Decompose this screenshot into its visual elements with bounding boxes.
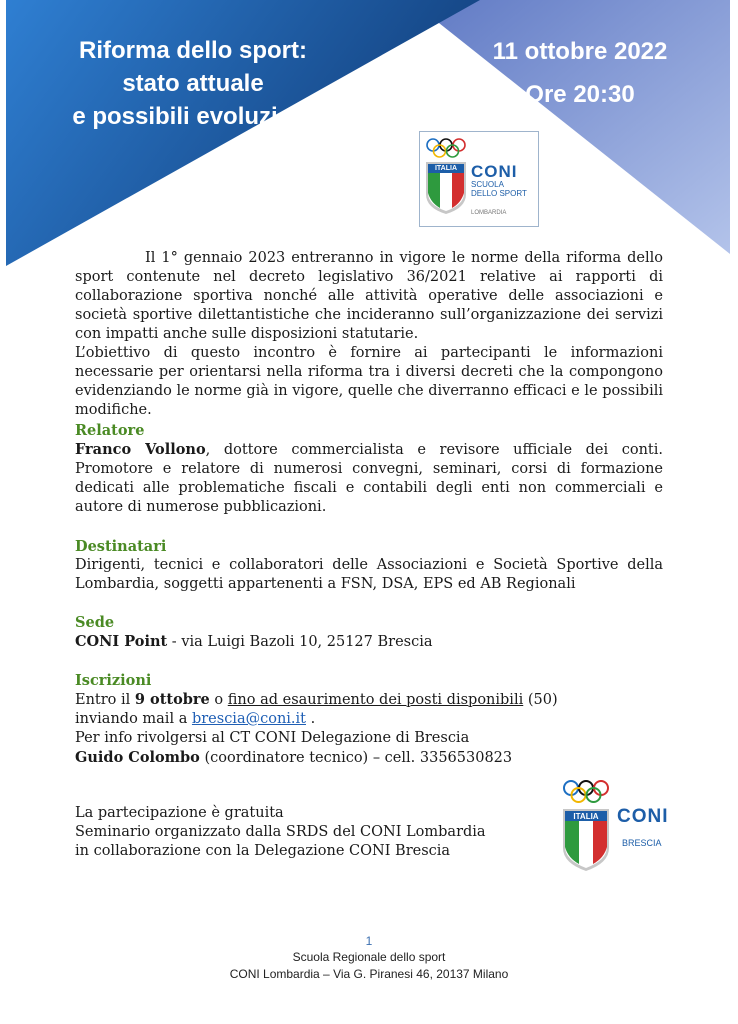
- logo-badge-text: ITALIA: [434, 165, 458, 172]
- title-line-1: Riforma dello sport:: [78, 37, 307, 64]
- sede-place: CONI Point: [75, 633, 168, 650]
- sede-section: [75, 613, 663, 652]
- relatore-text: [75, 440, 663, 517]
- iscrizioni-text: .: [306, 711, 316, 727]
- iscrizioni-line-1: [75, 690, 663, 710]
- coni-brescia-logo: [558, 778, 688, 873]
- contact-details: (coordinatore tecnico) – cell. 3356530823: [199, 750, 513, 766]
- contact-name: Guido Colombo: [75, 749, 200, 766]
- title-line-2: stato attuale: [122, 70, 264, 97]
- sede-text: [75, 632, 663, 652]
- logo-region: LOMBARDIA: [471, 210, 507, 216]
- closing-line-3: in collaborazione con la Delegazione CONI Brescia: [75, 843, 451, 859]
- event-title: [38, 34, 348, 133]
- coni-scuola-logo: [419, 131, 539, 227]
- email-link[interactable]: brescia@coni.it: [191, 711, 306, 727]
- iscrizioni-section: [75, 671, 663, 768]
- destinatari-text: Dirigenti, tecnici e collaboratori delle Associazioni e Società Sportive della Lombardia, soggetti appartenenti a FSN, DSA, EPS ed AB Regionali: [75, 557, 663, 592]
- relatore-description: , dottore commercialista e revisore ufficiale dei conti. Promotore e relatore di numerosi convegni, seminari, corsi di formazione dedicati alle problematiche fiscali e contabili degli enti non commerciali e autore di numerose pubblicazioni.: [75, 442, 663, 515]
- intro-section: [75, 249, 663, 420]
- logo-subtitle-1: SCUOLA: [471, 180, 504, 189]
- iscrizioni-heading: Iscrizioni: [75, 672, 152, 689]
- logo-badge-text: ITALIA: [573, 812, 599, 821]
- iscrizioni-text: o: [209, 692, 228, 708]
- deadline-date: 9 ottobre: [134, 691, 210, 708]
- closing-section: [75, 804, 486, 861]
- seat-count: (50): [523, 692, 558, 708]
- relatore-name: Franco Vollono: [75, 441, 206, 458]
- logo-subtitle-2: DELLO SPORT: [471, 189, 527, 198]
- iscrizioni-text: Entro il: [75, 692, 135, 708]
- iscrizioni-line-2: [75, 710, 663, 729]
- relatore-heading: Relatore: [75, 422, 145, 439]
- logo-city: BRESCIA: [622, 838, 662, 848]
- destinatari-section: [75, 537, 663, 594]
- iscrizioni-line-3: Per info rivolgersi al CT CONI Delegazione di Brescia: [75, 730, 470, 746]
- closing-line-1: La partecipazione è gratuita: [75, 805, 284, 821]
- iscrizioni-text: inviando mail a: [75, 711, 192, 727]
- iscrizioni-line-4: [75, 748, 663, 768]
- event-date: 11 ottobre 2022: [492, 38, 668, 65]
- sede-address: - via Luigi Bazoli 10, 25127 Brescia: [167, 634, 433, 650]
- destinatari-heading: Destinatari: [75, 538, 167, 555]
- footer-line-2: CONI Lombardia – Via G. Piranesi 46, 20137 Milano: [229, 967, 509, 981]
- logo-coni-text: CONI: [471, 162, 518, 181]
- relatore-section: [75, 421, 663, 517]
- footer-line-1: Scuola Regionale dello sport: [292, 950, 446, 964]
- sede-heading: Sede: [75, 614, 115, 631]
- intro-paragraph-2: L’obiettivo di questo incontro è fornire ai partecipanti le informazioni necessarie per orientarsi nella riforma tra i diversi decreti che la compongono evidenziando le norme già in vigore, quelle che diverranno efficaci e le possibili modifiche.: [75, 345, 663, 418]
- page-number: 1: [365, 934, 373, 948]
- logo-coni-text: CONI: [617, 806, 669, 827]
- event-time: Ore 20:30: [525, 81, 635, 108]
- availability-note: fino ad esaurimento dei posti disponibili: [227, 692, 524, 708]
- intro-paragraph-1: Il 1° gennaio 2023 entreranno in vigore le norme della riforma dello sport contenute nel decreto legislativo 36/2021 relative ai rapporti di collaborazione sportiva nonché alle attività operative delle associazioni e società sportive dilettantistiche che incideranno sull’organizzazione dei servizi con impatti anche sulle disposizioni statutarie.: [75, 250, 663, 342]
- closing-line-2: Seminario organizzato dalla SRDS del CONI Lombardia: [75, 824, 486, 840]
- event-datetime: [470, 30, 690, 116]
- title-line-3: e possibili evoluzioni: [72, 103, 314, 130]
